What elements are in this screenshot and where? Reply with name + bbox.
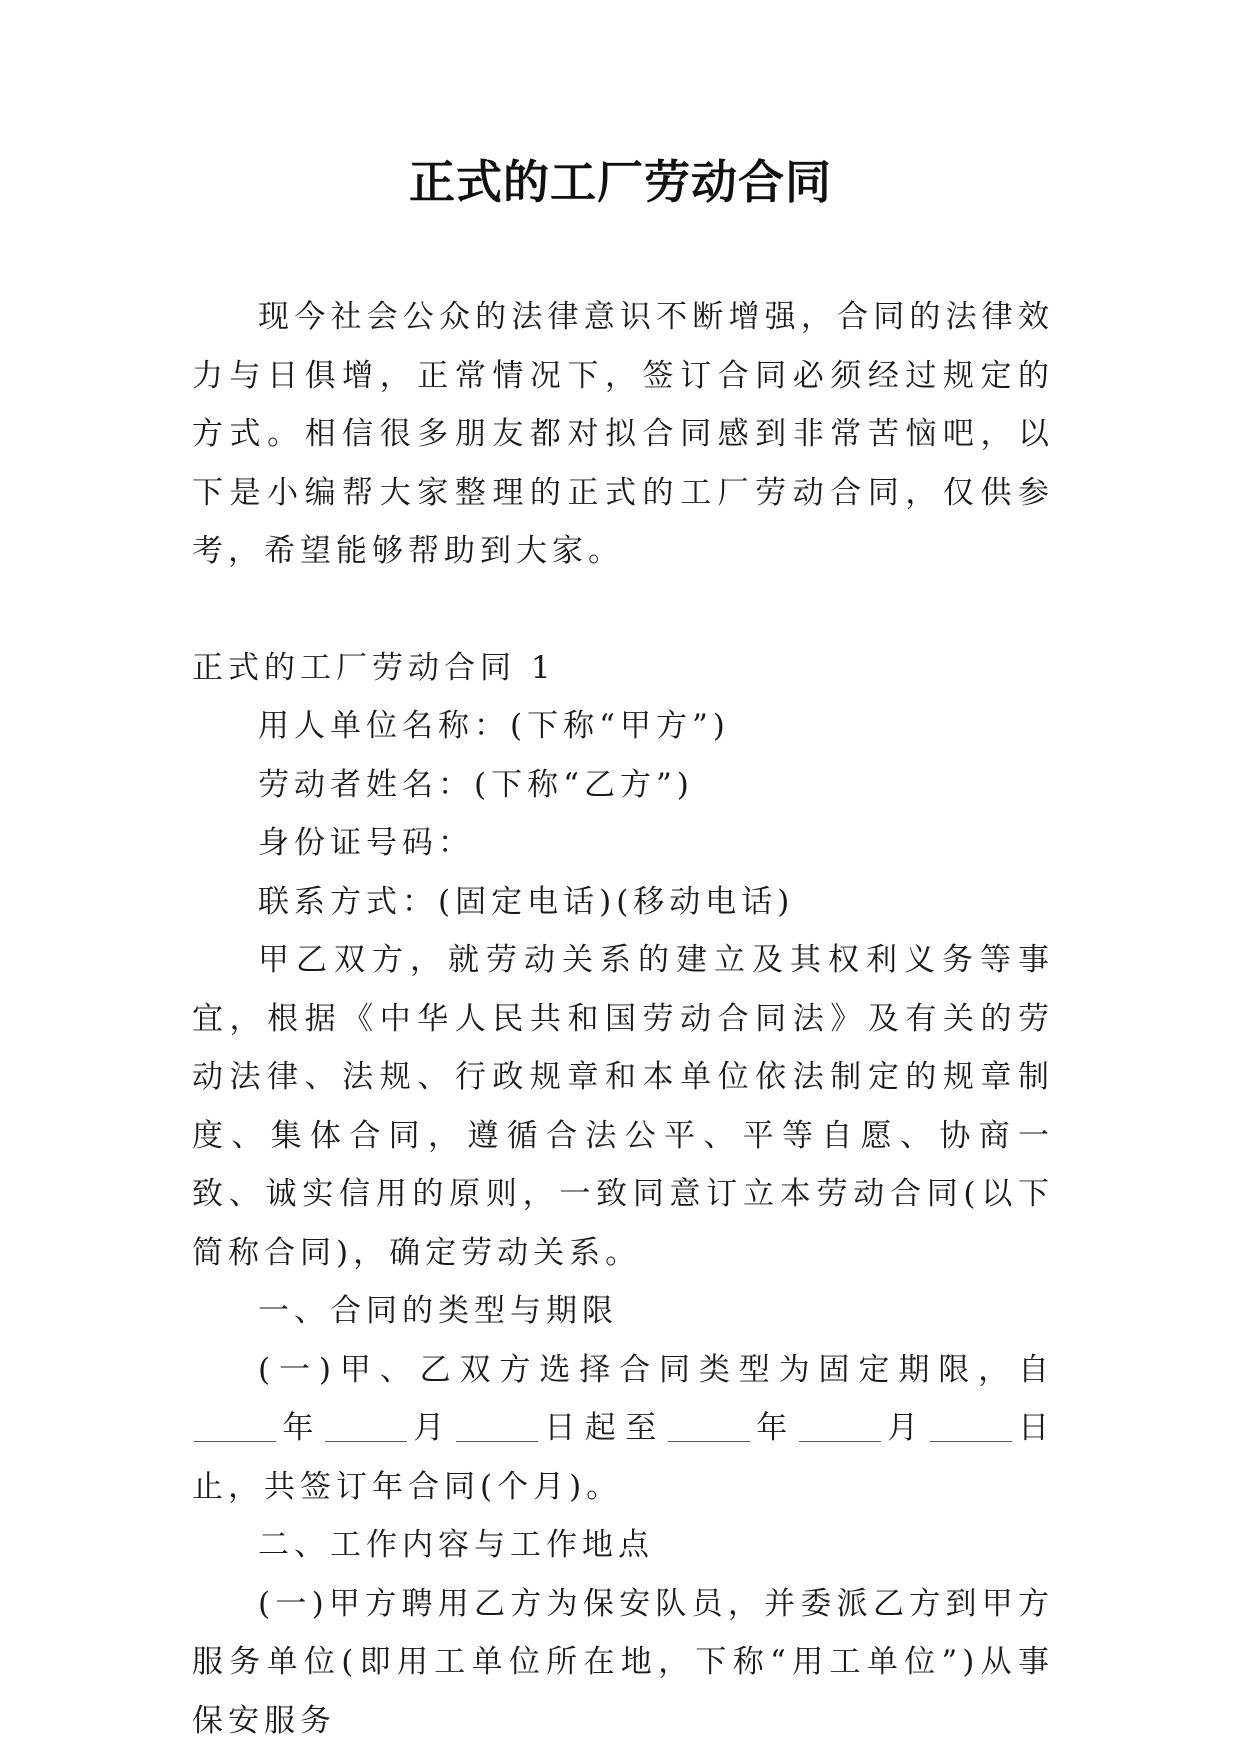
intro-paragraph: 现今社会公众的法律意识不断增强，合同的法律效力与日俱增，正常情况下，签订合同必须经过规定的方式。相信很多朋友都对拟合同感到非常苦恼吧，以下是小编帮大家整理的正式的工厂劳动合同，仅供参考，希望能够帮助到大家。 [192, 299, 1054, 569]
clause-1-1-month: 月 [408, 1410, 454, 1446]
clause-1-1-year: 年 [278, 1410, 323, 1446]
fill-blank [799, 1410, 881, 1442]
preamble-paragraph: 甲乙双方，就劳动关系的建立及其权利义务等事宜，根据《中华人民共和国劳动合同法》及有关的劳动法律、法规、行政规章和本单位依法制定的规章制度、集体合同，遵循合法公平、平等自愿、协商一致、诚实信用的原则，一致同意订立本劳动合同(以下简称合同)，确定劳动关系。 [192, 942, 1054, 1271]
clause-1-1-year-end: 年 [751, 1410, 797, 1446]
document-body [192, 288, 1054, 1750]
fill-blank [325, 1410, 407, 1442]
employer-line: 用人单位名称：(下称“甲方”) [258, 708, 730, 744]
clause-1-1-day: 日起至 [539, 1410, 666, 1446]
fill-blank [456, 1410, 538, 1442]
clause-1-1-text: (一)甲、乙双方选择合同类型为固定期限，自 [258, 1351, 1054, 1388]
id-number-line: 身份证号码： [258, 825, 474, 861]
clause-1-1-day-end: 日止，共签订年合同(个月)。 [192, 1410, 1055, 1505]
fill-blank [930, 1410, 1012, 1442]
document-title: 正式的工厂劳动合同 [409, 155, 832, 209]
clause-1-1-month-end: 月 [882, 1410, 928, 1446]
clause-1-heading: 一、合同的类型与期限 [258, 1293, 618, 1329]
clause-2-1-paragraph: (一)甲方聘用乙方为保安队员，并委派乙方到甲方服务单位(即用工单位所在地，下称“用工单位”)从事保安服务 [192, 1585, 1054, 1739]
contact-line: 联系方式：(固定电话)(移动电话) [258, 883, 795, 920]
fill-blank [194, 1410, 276, 1442]
clause-2-heading: 二、工作内容与工作地点 [258, 1527, 654, 1563]
clause-1-1-paragraph [192, 1341, 1054, 1517]
employee-line: 劳动者姓名：(下称“乙方”) [258, 766, 694, 803]
section-heading: 正式的工厂劳动合同 1 [192, 649, 556, 686]
fill-blank [668, 1410, 750, 1442]
